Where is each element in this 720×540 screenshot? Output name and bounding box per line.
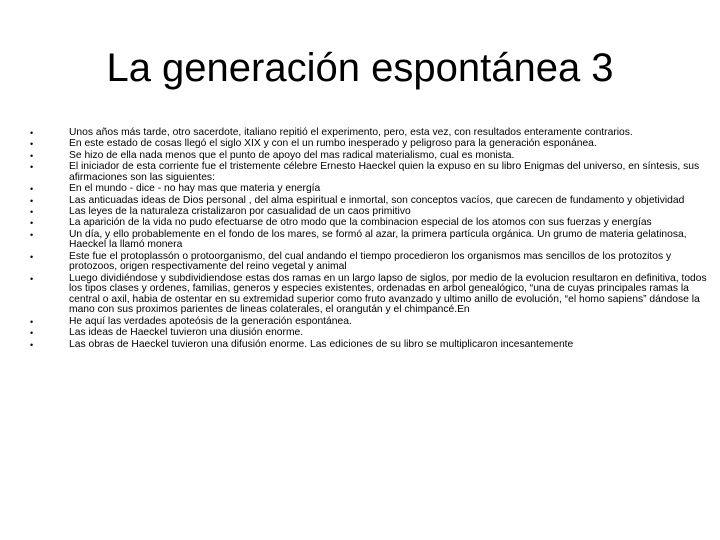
bullet-item bbox=[30, 162, 715, 183]
bullet-dot-icon: • bbox=[30, 229, 34, 240]
bullet-text: Luego dividiéndose y subdividiendose estas dos ramas en un largo lapso de siglos, por medio de la evolucion resultaron en definitiva, todos los tipos clases y ordenes, familias, generos y especies existentes, ordenadas en arbol genealógico, “una de cuyas principales ramas la central o axil, habia de ostentar en su extremidad superior como fruto avanzado y ultimo anillo de evolución, “el homo sapiens” dándose la mano con sus proximos parientes de lineas colaterales, el orangután y el chimpancé.En bbox=[69, 272, 707, 316]
bullet-item bbox=[30, 328, 715, 339]
bullet-text: Las ideas de Haeckel tuvieron una diusión enorme. bbox=[69, 327, 304, 339]
bullet-dot-icon: • bbox=[30, 251, 34, 262]
bullet-text: Un día, y ello probablemente en el fondo de los mares, se formó al azar, la primera partícula orgánica. Un grumo de materia gelatinosa, Haeckel la llamó monera bbox=[69, 228, 687, 251]
bullet-dot-icon: • bbox=[30, 128, 34, 138]
bullet-text: En el mundo - dice - no hay mas que materia y energía bbox=[69, 183, 321, 195]
bullet-text: Las anticuadas ideas de Dios personal , del alma espiritual e inmortal, son conceptos vacíos, que carecen de fundamento y objetividad bbox=[69, 194, 685, 206]
bullet-item bbox=[30, 151, 715, 162]
bullet-dot-icon: • bbox=[30, 184, 34, 195]
bullet-list bbox=[30, 128, 715, 351]
bullet-item bbox=[30, 139, 715, 150]
bullet-text: Unos años más tarde, otro sacerdote, italiano repitió el experimento, pero, esta vez, con resultados enteramente contrarios. bbox=[69, 127, 633, 138]
bullet-text: Las obras de Haeckel tuvieron una difusión enorme. Las ediciones de su libro se multiplicaron incesantemente bbox=[69, 338, 574, 350]
bullet-text: La aparición de la vida no pudo efectuarse de otro modo que la combinacion especial de los atomos con sus fuerzas y energías bbox=[69, 217, 652, 229]
slide-title: La generación espontánea 3 bbox=[106, 46, 614, 90]
bullet-text: En este estado de cosas llegó el siglo XIX y con el un rumbo inesperado y peligroso para la generación esponánea. bbox=[69, 138, 597, 150]
bullet-dot-icon: • bbox=[30, 218, 34, 229]
bullet-dot-icon: • bbox=[30, 162, 34, 173]
bullet-item bbox=[30, 184, 715, 195]
bullet-item bbox=[30, 340, 715, 351]
bullet-dot-icon: • bbox=[30, 150, 34, 161]
bullet-item bbox=[30, 274, 715, 316]
bullet-dot-icon: • bbox=[30, 206, 34, 217]
bullet-text: He aquí las verdades apoteósis de la generación espontánea. bbox=[69, 315, 352, 327]
bullet-dot-icon: • bbox=[30, 339, 34, 350]
bullet-item bbox=[30, 128, 715, 139]
bullet-text: Se hizo de ella nada menos que el punto de apoyo del mas radical materialismo, cual es monista. bbox=[69, 149, 515, 161]
bullet-dot-icon: • bbox=[30, 139, 34, 150]
bullet-item bbox=[30, 218, 715, 229]
bullet-item bbox=[30, 317, 715, 328]
bullet-dot-icon: • bbox=[30, 316, 34, 327]
bullet-item bbox=[30, 207, 715, 218]
bullet-item bbox=[30, 230, 715, 251]
bullet-item bbox=[30, 252, 715, 273]
bullet-text: Este fue el protoplassón o protoorganismo, del cual andando el tiempo procedieron los organismos mas sencillos de los protozitos y protozoos, origen respectivamente del reino vegetal y animal bbox=[69, 250, 672, 273]
bullet-dot-icon: • bbox=[30, 328, 34, 339]
bullet-dot-icon: • bbox=[30, 195, 34, 206]
bullet-item bbox=[30, 196, 715, 207]
bullet-text: El iniciador de esta corriente fue el tristemente célebre Ernesto Haeckel quien la expuso en su libro Enigmas del universo, en síntesis, sus afirmaciones son las siguientes: bbox=[69, 161, 700, 183]
bullet-text: Las leyes de la naturaleza cristalizaron por casualidad de un caos primitivo bbox=[69, 205, 411, 217]
bullet-dot-icon: • bbox=[30, 273, 34, 284]
